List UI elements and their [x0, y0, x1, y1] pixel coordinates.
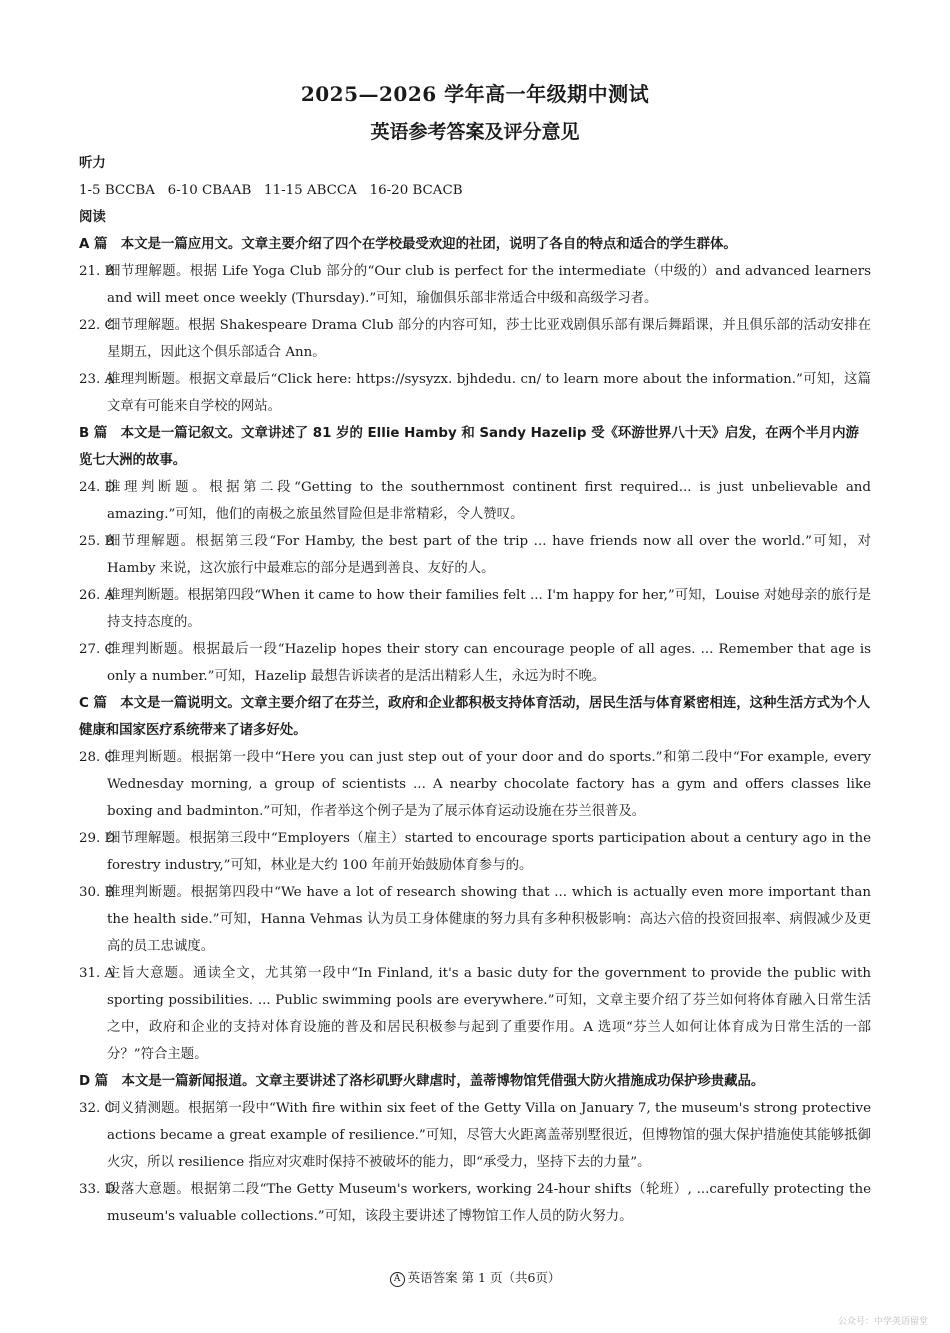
- answer-item: [79, 582, 871, 636]
- answer-item: [79, 366, 871, 420]
- answer-number: 32. C: [79, 1101, 115, 1116]
- answer-explanation: 细节理解题。根据第三段中“Employers（雇主）started to encourage sports participation about a century ago in the forestry industry,”可知，林业是大约 100 年前开始鼓励体育参与的。: [107, 831, 871, 873]
- answer-item: [79, 825, 871, 879]
- answer-item: [79, 1095, 871, 1176]
- page-footer: [0, 1268, 950, 1287]
- answer-item: [79, 258, 871, 312]
- listening-answers: 1-5 BCCBA 6-10 CBAAB 11-15 ABCCA 16-20 BCACB: [79, 183, 463, 198]
- passage-b-intro: B 篇 本文是一篇记叙文。文章讲述了 81 岁的 Ellie Hamby 和 Sandy Hazelip 受《环游世界八十天》启发，在两个半月内游览七大洲的故事。: [79, 426, 859, 468]
- answer-number: 23. A: [79, 372, 115, 387]
- answer-explanation: 词义猜测题。根据第一段中“With fire within six feet of the Getty Villa on January 7, the museum's strong protective actions became a great example of resilience.”可知，尽管大火距离盖蒂别墅很近，但博物馆的强大保护措施使其能够抵御火灾，所以 resilience 指应对灾难时保持不被破坏的能力，即“承受力，坚持下去的力量”。: [107, 1101, 871, 1170]
- answer-explanation: 推理判断题。根据第四段“When it came to how their families felt ... I'm happy for her,”可知，Louise 对她母亲的旅行是持支持态度的。: [107, 588, 871, 630]
- answer-content: [79, 150, 871, 1230]
- answer-explanation: 主旨大意题。通读全文，尤其第一段中“In Finland, it's a basic duty for the government to provide the public with sporting possibilities. ... Public swimming pools are everywhere.”可知，文章主要介绍了芬兰如何将体育融入日常生活之中，政府和企业的支持对体育设施的普及和居民积极参与起到了重要作用。A 选项“芬兰人如何让体育成为日常生活的一部分？”符合主题。: [107, 966, 871, 1062]
- passage-a-intro: A 篇 本文是一篇应用文。文章主要介绍了四个在学校最受欢迎的社团，说明了各自的特点和适合的学生群体。: [79, 237, 737, 252]
- passage-d-intro: D 篇 本文是一篇新闻报道。文章主要讲述了洛杉矶野火肆虐时，盖蒂博物馆凭借强大防火措施成功保护珍贵藏品。: [79, 1074, 765, 1089]
- listening-label: 听力: [79, 156, 106, 171]
- answer-item: [79, 312, 871, 366]
- answer-item: [79, 474, 871, 528]
- reading-label: 阅读: [79, 210, 106, 225]
- answer-explanation: 细节理解题。根据第三段“For Hamby, the best part of the trip ... have friends now all over the world.”可知，对 Hamby 来说，这次旅行中最难忘的部分是遇到善良、友好的人。: [107, 534, 871, 576]
- answer-item: [79, 528, 871, 582]
- answer-item: [79, 636, 871, 690]
- answer-explanation: 细节理解题。根据 Shakespeare Drama Club 部分的内容可知，莎士比亚戏剧俱乐部有课后舞蹈课，并且俱乐部的活动安排在星期五，因此这个俱乐部适合 Ann。: [107, 318, 871, 360]
- answer-number: 28. C: [79, 750, 115, 765]
- answer-explanation: 推理判断题。根据第二段“Getting to the southernmost continent first required... is just unbelievable and amazing.”可知，他们的南极之旅虽然冒险但是非常精彩，令人赞叹。: [107, 480, 871, 522]
- answer-item: [79, 744, 871, 825]
- answer-explanation: 推理判断题。根据最后一段“Hazelip hopes their story can encourage people of all ages. ... Remember that age is only a number.”可知，Hazelip 最想告诉读者的是活出精彩人生，永远为时不晚。: [107, 642, 871, 684]
- exam-title: 2025—2026 学年高一年级期中测试: [300, 82, 650, 106]
- answer-number: 26. A: [79, 588, 115, 603]
- answer-number: 31. A: [79, 966, 115, 981]
- watermark: 公众号：中学英语留堂: [837, 1317, 928, 1327]
- answer-item: [79, 960, 871, 1068]
- passage-c-intro: C 篇 本文是一篇说明文。文章主要介绍了在芬兰，政府和企业都积极支持体育活动，居民生活与体育紧密相连，这种生活方式为个人健康和国家医疗系统带来了诸多好处。: [79, 696, 871, 738]
- footer-text: 英语答案 第 1 页（共6页）: [407, 1270, 561, 1285]
- answer-item: [79, 879, 871, 960]
- answer-explanation: 推理判断题。根据第一段中“Here you can just step out of your door and do sports.”和第二段中“For example, every Wednesday morning, a group of scientists ... A nearby chocolate factory has a gym and offers classes like boxing and badminton.”可知，作者举这个例子是为了展示体育运动设施在芬兰很普及。: [107, 750, 871, 819]
- exam-subtitle: 英语参考答案及评分意见: [370, 121, 580, 143]
- answer-number: 22. C: [79, 318, 115, 333]
- answer-explanation: 细节理解题。根据 Life Yoga Club 部分的“Our club is perfect for the intermediate（中级的）and advanced learners and will meet once weekly (Thursday).”可知，瑜伽俱乐部非常适合中级和高级学习者。: [107, 264, 871, 306]
- answer-explanation: 推理判断题。根据第四段中“We have a lot of research showing that ... which is actually even more important than the health side.”可知，Hanna Vehmas 认为员工身体健康的努力具有多种积极影响：高达六倍的投资回报率、病假减少及更高的员工忠诚度。: [107, 885, 871, 954]
- answer-explanation: 推理判断题。根据文章最后“Click here: https://sysyzx. bjhdedu. cn/ to learn more about the information.”可知，这篇文章有可能来自学校的网站。: [107, 372, 871, 414]
- answer-number: 21. B: [79, 264, 115, 279]
- version-badge: A: [390, 1272, 405, 1287]
- answer-number: 33. D: [79, 1182, 116, 1197]
- answer-explanation: 段落大意题。根据第二段“The Getty Museum's workers, working 24-hour shifts（轮班）, ...carefully protecting the museum's valuable collections.”可知，该段主要讲述了博物馆工作人员的防火努力。: [107, 1182, 871, 1224]
- answer-number: 25. B: [79, 534, 115, 549]
- answer-number: 27. C: [79, 642, 115, 657]
- answer-number: 29. D: [79, 831, 116, 846]
- answer-number: 24. D: [79, 480, 116, 495]
- answer-item: [79, 1176, 871, 1230]
- answer-number: 30. B: [79, 885, 115, 900]
